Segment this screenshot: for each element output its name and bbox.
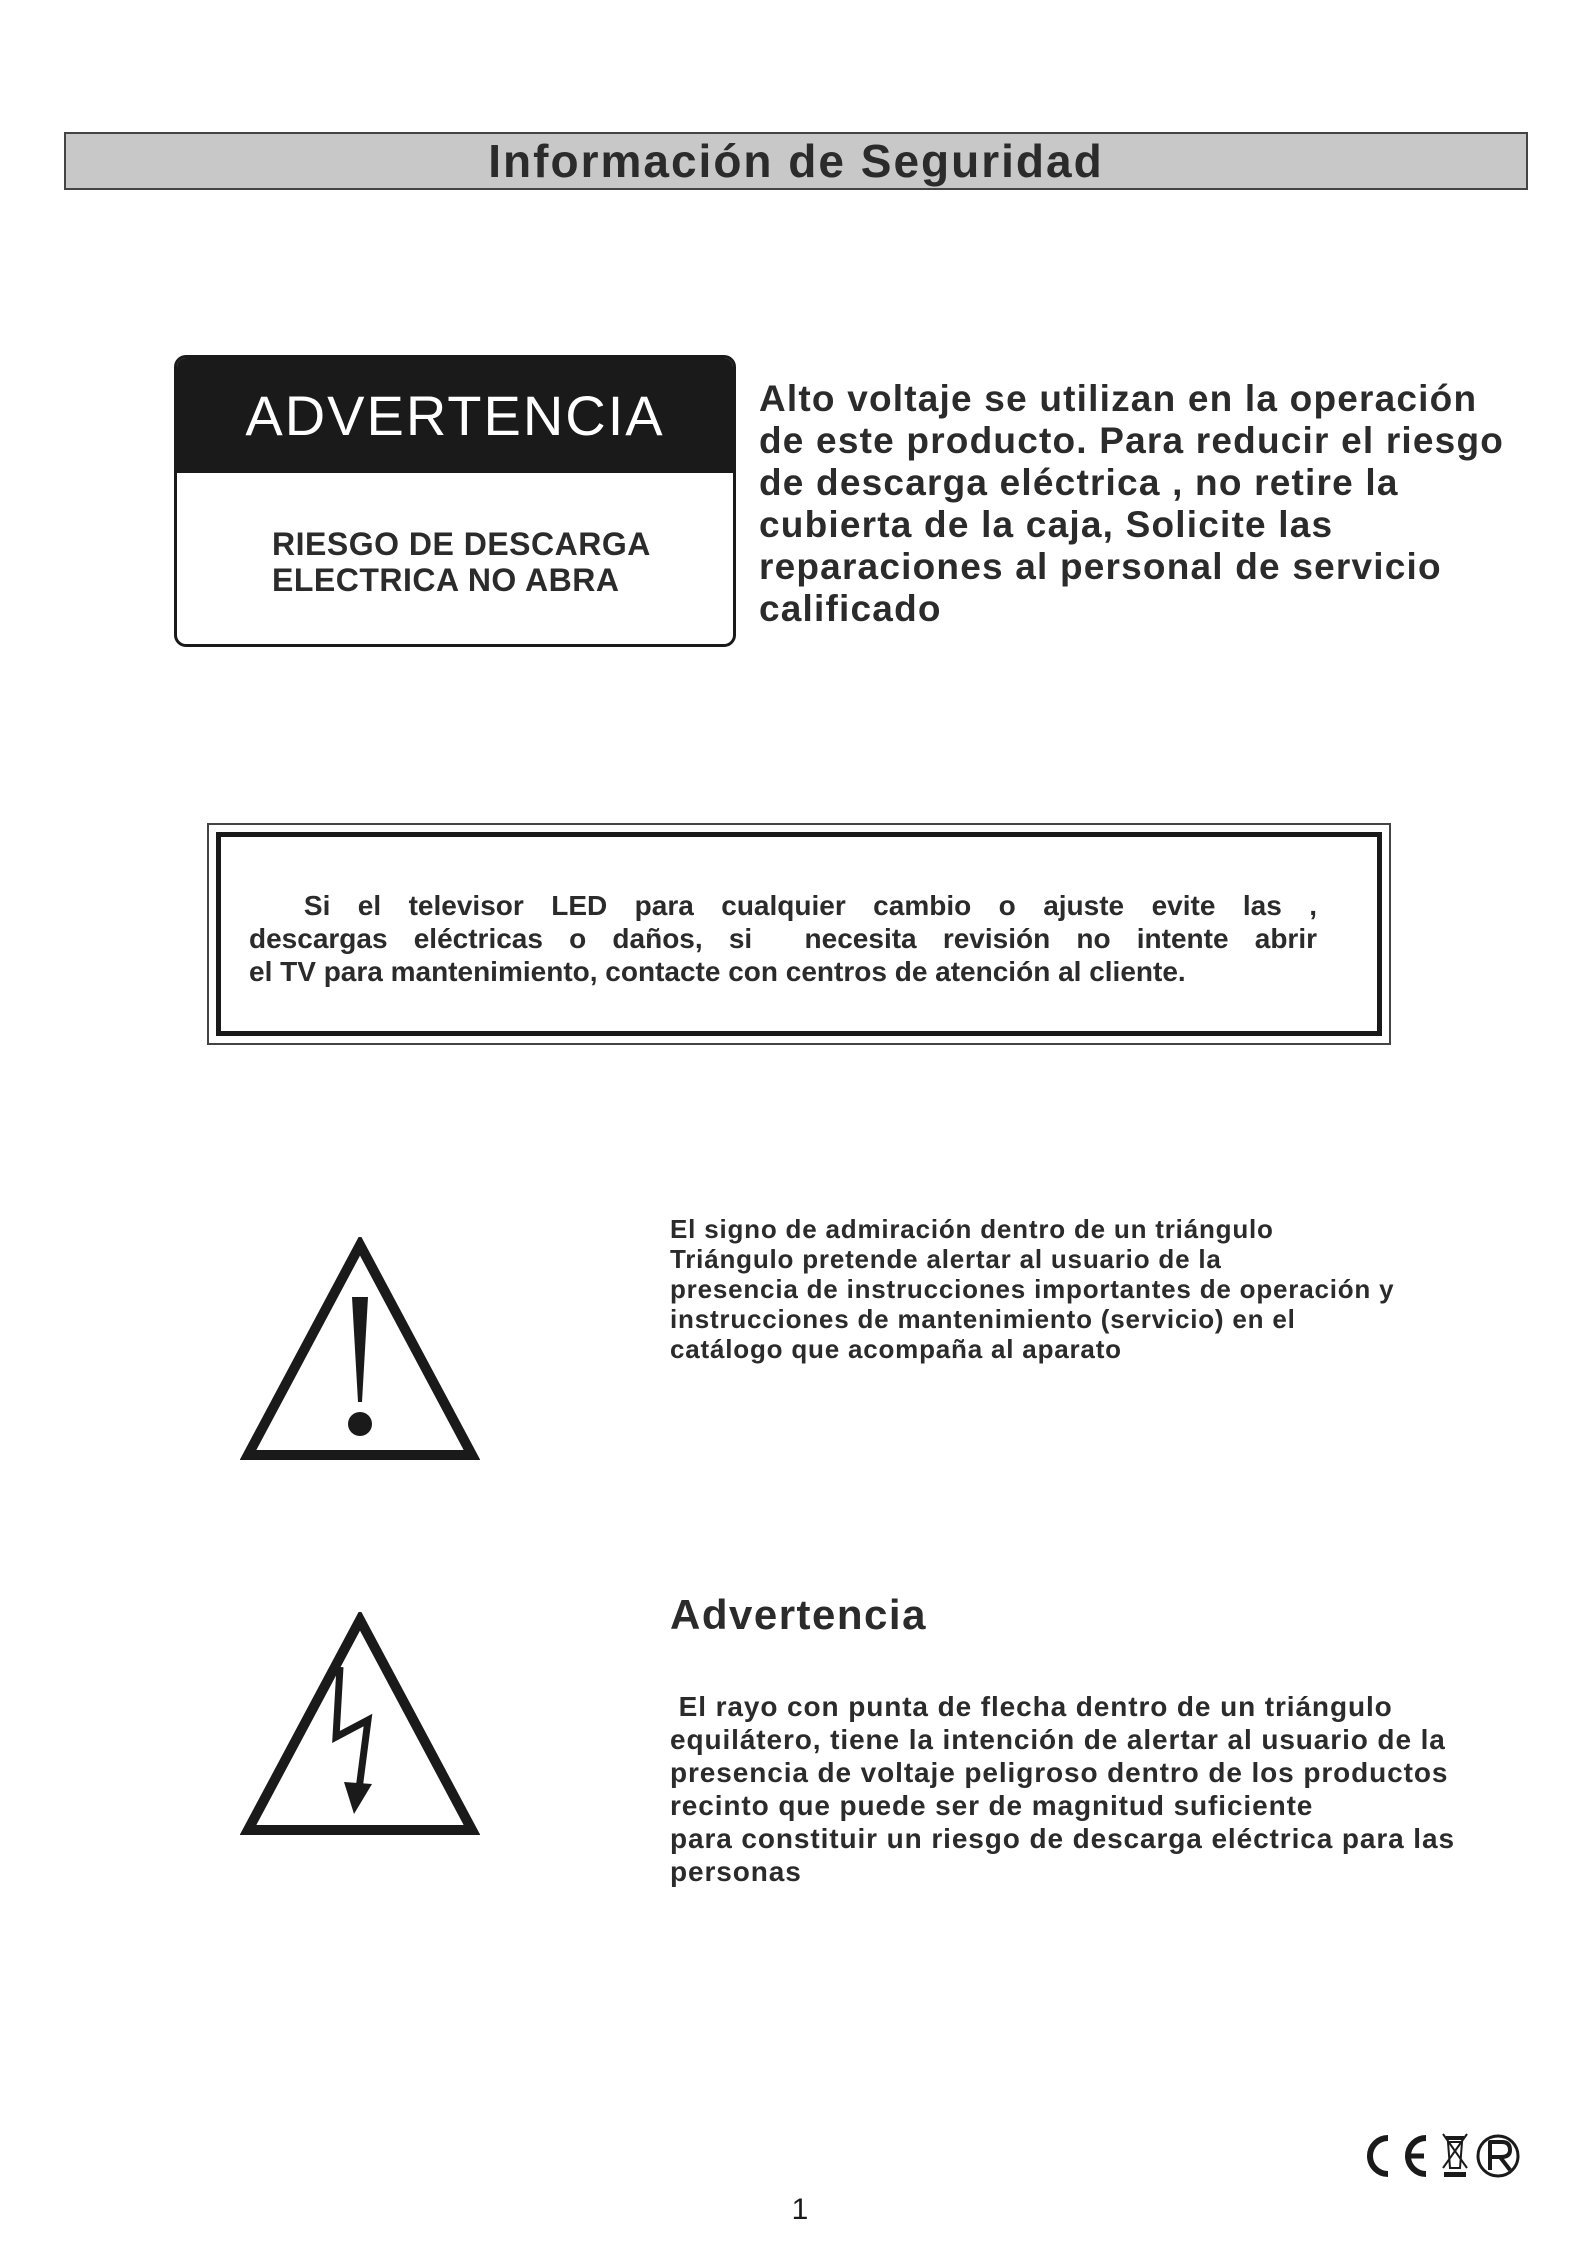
warning-label-line: RIESGO DE DESCARGA <box>272 526 651 562</box>
exclamation-symbol-line: instrucciones de mantenimiento (servicio) en el <box>670 1304 1296 1334</box>
page-title: Información de Seguridad <box>488 135 1104 187</box>
high-voltage-line: reparaciones al personal de servicio <box>759 546 1442 587</box>
notice-paragraph <box>249 889 1317 988</box>
lightning-symbol-line: El rayo con punta de flecha dentro de un triángulo <box>670 1691 1393 1722</box>
r-mark-icon <box>1478 2136 1518 2176</box>
lightning-symbol-line: para constituir un riesgo de descarga eléctrica para las <box>670 1823 1455 1854</box>
lightning-symbol-line: presencia de voltaje peligroso dentro de los productos <box>670 1757 1449 1788</box>
exclamation-symbol-line: presencia de instrucciones importantes de operación y <box>670 1274 1395 1304</box>
notice-line: descargas eléctricas o daños, si necesita revisión no intente abrir <box>249 923 1317 954</box>
warning-label-header <box>177 358 733 473</box>
high-voltage-line: de descarga eléctrica , no retire la <box>759 462 1399 503</box>
exclamation-triangle-icon <box>240 1237 480 1463</box>
high-voltage-line: cubierta de la caja, Solicite las <box>759 504 1334 545</box>
page-number: 1 <box>791 2193 809 2226</box>
high-voltage-line: de este producto. Para reducir el riesgo <box>759 420 1505 461</box>
high-voltage-line: Alto voltaje se utilizan en la operación <box>759 378 1478 419</box>
exclamation-symbol-line: Triángulo pretende alertar al usuario de la <box>670 1244 1222 1274</box>
exclamation-symbol-line: El signo de admiración dentro de un triángulo <box>670 1214 1274 1244</box>
notice-line: el TV para mantenimiento, contacte con centros de atención al cliente. <box>249 956 1186 987</box>
lightning-symbol-paragraph <box>670 1690 1530 1888</box>
high-voltage-paragraph <box>759 378 1539 630</box>
lightning-symbol-line: personas <box>670 1856 802 1887</box>
warning-label-box <box>174 355 736 647</box>
notice-line: Si el televisor LED para cualquier cambio o ajuste evite las , <box>249 890 1317 921</box>
lightning-symbol-line: recinto que puede ser de magnitud suficiente <box>670 1790 1314 1821</box>
warning-label-body <box>272 526 713 598</box>
weee-bin-icon <box>1443 2134 1467 2177</box>
lightning-triangle-icon <box>240 1612 480 1838</box>
warning-label-line: ELECTRICA NO ABRA <box>272 562 620 598</box>
lightning-symbol-line: equilátero, tiene la intención de alertar al usuario de la <box>670 1724 1446 1755</box>
advertencia-heading: Advertencia <box>670 1591 927 1638</box>
ce-mark-icon <box>1370 2138 1426 2174</box>
exclamation-symbol-line: catálogo que acompaña al aparato <box>670 1334 1122 1364</box>
high-voltage-line: calificado <box>759 588 942 629</box>
exclamation-symbol-paragraph <box>670 1214 1470 1364</box>
certification-marks <box>1350 2126 1530 2186</box>
header-bar <box>64 132 1528 190</box>
warning-label-title: ADVERTENCIA <box>245 384 665 447</box>
